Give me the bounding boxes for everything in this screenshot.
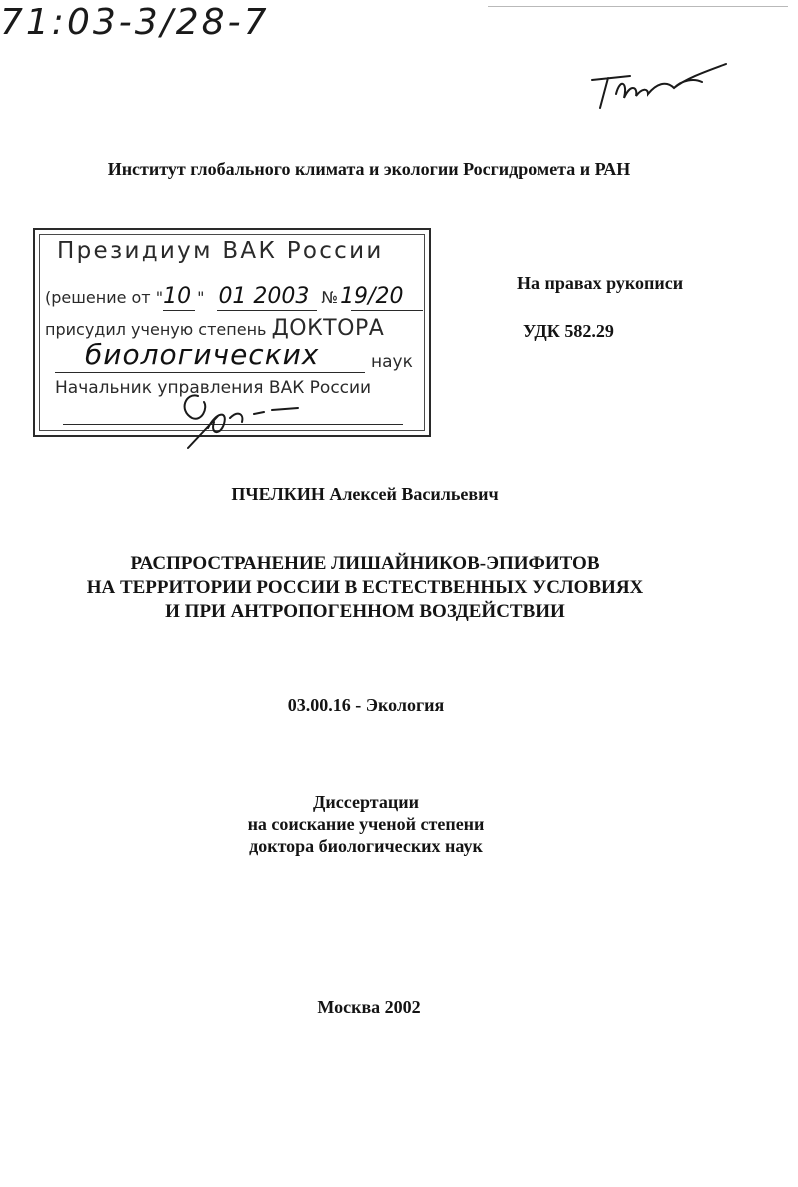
decision-prefix: (решение от ": [45, 288, 164, 307]
title-line-3: И ПРИ АНТРОПОГЕННОМ ВОЗДЕЙСТВИИ: [165, 601, 565, 622]
scan-top-edge-line: [488, 6, 788, 7]
archive-code-handwritten: 71:03-3/28-7: [0, 2, 270, 43]
stamp-chief-line: Начальник управления ВАК России: [55, 378, 372, 398]
degree-line-2: на соискание ученой степени: [247, 814, 485, 834]
decision-day: 10: [163, 284, 192, 309]
degree-block: [0, 791, 732, 857]
degree-line-1: Диссертации: [313, 792, 419, 812]
field-handwritten: биологических: [85, 338, 320, 371]
signature-top-right: [590, 58, 730, 110]
udk-code: УДК 582.29: [523, 321, 614, 341]
stamp-signature: [168, 388, 308, 452]
decision-number-underline: [351, 310, 423, 311]
awarded-text: присудил ученую степень: [45, 320, 267, 339]
decision-number: 19/20: [340, 284, 404, 309]
field-underline: [55, 372, 365, 373]
dissertation-title: [0, 552, 730, 624]
title-line-2: НА ТЕРРИТОРИИ РОССИИ В ЕСТЕСТВЕННЫХ УСЛОВИЯХ: [86, 577, 644, 598]
author-name: ПЧЕЛКИН Алексей Васильевич: [231, 484, 499, 504]
degree-text: ДОКТОРА: [271, 316, 385, 341]
decision-number-label: №: [321, 288, 339, 307]
decision-quote: ": [197, 288, 205, 307]
decision-date-underline: [217, 310, 317, 311]
manuscript-rights: На правах рукописи: [517, 273, 684, 293]
decision-day-underline: [163, 310, 195, 311]
institute-name: Институт глобального климата и экологии Росгидромета и РАН: [107, 159, 631, 179]
place-year: Москва 2002: [317, 997, 421, 1017]
decision-month-year: 01 2003: [218, 284, 310, 309]
stamp-title: Президиум ВАК России: [57, 238, 384, 264]
title-line-1: РАСПРОСТРАНЕНИЕ ЛИШАЙНИКОВ-ЭПИФИТОВ: [130, 553, 600, 574]
stamp-decision-line: [45, 284, 403, 309]
degree-line-3: доктора биологических наук: [249, 836, 483, 856]
specialty: 03.00.16 - Экология: [287, 695, 445, 715]
field-suffix: наук: [371, 352, 413, 372]
